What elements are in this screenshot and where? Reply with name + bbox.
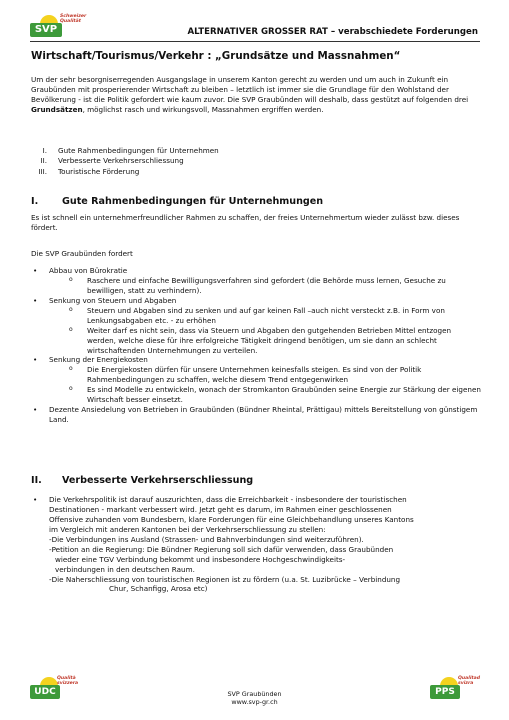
list-item: • Dezente Ansiedelung von Betrieben in Graubünden (Bündner Rheintal, Prättigau) mittels Bereitstellung von günstigem Land. — [31, 405, 481, 425]
section-heading-1: I. Gute Rahmenbedingungen für Unternehmungen — [31, 196, 324, 207]
footer-url: www.svp-gr.ch — [231, 698, 278, 706]
list-item: • Abbau von Bürokratie o Raschere und einfache Bewilligungsverfahren sind gefordert (die Behörde muss lernen, Gesuche zu bewilligen, statt zu verhindern). — [31, 266, 481, 296]
list-item: II. Verbesserte Verkehrserschliessung — [40, 156, 184, 166]
section2-list — [31, 495, 481, 594]
footer-org: SVP Graubünden — [227, 690, 282, 698]
list-item: o Raschere und einfache Bewilligungsverfahren sind gefordert (die Behörde muss lernen, Gesuche zu bewilligen, statt zu verhindern). — [49, 276, 481, 296]
list-item: • Senkung von Steuern und Abgaben o Steuern und Abgaben sind zu senken und auf gar keinen Fall –auch nicht versteckt z.B. in Form von Lenkungsabgaben etc. - zu erhöhen o Weiter darf es nicht sein, dass via Steuern und Abgaben den gutgehenden Betrieben Mittel entzogen werden, welche diese für ihre erfolgreiche Tätigkeit dringend benötigen, um sie dann an schlecht wirtschaftenden Unternehmungen zu verteilen. — [31, 296, 481, 356]
list-item: • Die Verkehrspolitik ist darauf auszurichten, dass die Erreichbarkeit - insbesondere der touristischen Destinationen - markant verbessert wird. Jetzt geht es darum, im Rahmen einer geschlossenen Offensive zuhanden vom Bundesbern, klare Forderungen für eine Gleichbehandlung unseres Kantons im Vergleich mit anderen Kantonen bei der Verkehrserschliessung zu stellen: -Die Verbindungen ins Ausland (Strassen- und Bahnverbindungen sind weiterzuführen). -Petition an die Regierung: Die Bündner Regierung soll sich dafür verwenden, dass Graubünden wieder eine TGV Verbindung bekommt und insbesondere Hochgeschwindigkeits- verbindungen in den deutschen Raum. -Die Naherschliessung von touristischen Regionen ist zu fördern (u.a. St. Luzibrücke – Verbindung Chur, Schanfigg, Arosa etc) — [31, 495, 481, 594]
list-item: o Die Energiekosten dürfen für unsere Unternehmen keinesfalls steigen. Es sind von der Politik Rahmenbedingungen zu schaffen, welche diesem Trend entgegenwirken — [49, 365, 481, 385]
svp-logo-top — [30, 10, 87, 42]
list-item: • Senkung der Energiekosten o Die Energiekosten dürfen für unsere Unternehmen keinesfalls steigen. Es sind von der Politik Rahmenbedingungen zu schaffen, welche diesem Trend entgegenwirken o Es sind Modelle zu entwickeln, wonach der Stromkanton Graubünden seine Energie zur Stärkung der eigenen Wirtschaft besser einsetzt. — [31, 355, 481, 405]
list-item: I. Gute Rahmenbedingungen für Unternehmen — [42, 146, 219, 155]
svp-logo-text: SVP — [30, 23, 62, 37]
logo-script: Schweizer Qualität — [60, 14, 87, 24]
logo-script: Qualitad svizra — [458, 676, 481, 686]
section1-intro: Es ist schnell ein unternehmerfreundlicher Rahmen zu schaffen, der freies Unternehmertum wieder zulässt bzw. dieses fördert. — [31, 213, 460, 232]
list-item: o Weiter darf es nicht sein, dass via Steuern und Abgaben den gutgehenden Betrieben Mittel entzogen werden, welche diese für ihre erfolgreiche Tätigkeit dringend benötigen, um sie dann an schlecht wirtschaftenden Unternehmungen zu verteilen. — [49, 326, 481, 356]
logo-script: Qualità svizzera — [57, 676, 79, 686]
list-item: o Es sind Modelle zu entwickeln, wonach der Stromkanton Graubünden seine Energie zur Stärkung der eigenen Wirtschaft besser einsetzt. — [49, 385, 481, 405]
header-divider — [30, 41, 480, 42]
section-heading-2: II. Verbesserte Verkehrserschliessung — [31, 475, 254, 486]
list-item: III. Touristische Förderung — [38, 166, 140, 176]
principles-list — [31, 146, 219, 177]
pps-logo — [428, 672, 483, 706]
section1-lead: Die SVP Graubünden fordert — [31, 249, 133, 258]
page-title: Wirtschaft/Tourismus/Verkehr : „Grundsätze und Massnahmen“ — [31, 50, 401, 62]
pps-logo-text: PPS — [430, 685, 460, 699]
section1-demands — [31, 266, 481, 425]
header-title: ALTERNATIVER GROSSER RAT – verabschiedete Forderungen — [187, 27, 478, 37]
intro-paragraph: Um der sehr besorgniserregenden Ausgangslage in unserem Kanton gerecht zu werden und um auch in Zukunft ein Graubünden mit prosperierender Wirtschaft zu bleiben – letztlich ist immer sie die Grundlage für den Wohlstand der Bevölkerung - ist die Politik gefordert wie kaum zuvor. Die SVP Graubünden will deshalb, dass gestützt auf folgenden drei Grundsätzen, möglichst rasch und wirkungsvoll, Massnahmen ergriffen werden. — [31, 75, 469, 114]
udc-logo-text: UDC — [30, 685, 60, 699]
list-item: o Steuern und Abgaben sind zu senken und auf gar keinen Fall –auch nicht versteckt z.B. in Form von Lenkungsabgaben etc. - zu erhöhen — [49, 306, 481, 326]
